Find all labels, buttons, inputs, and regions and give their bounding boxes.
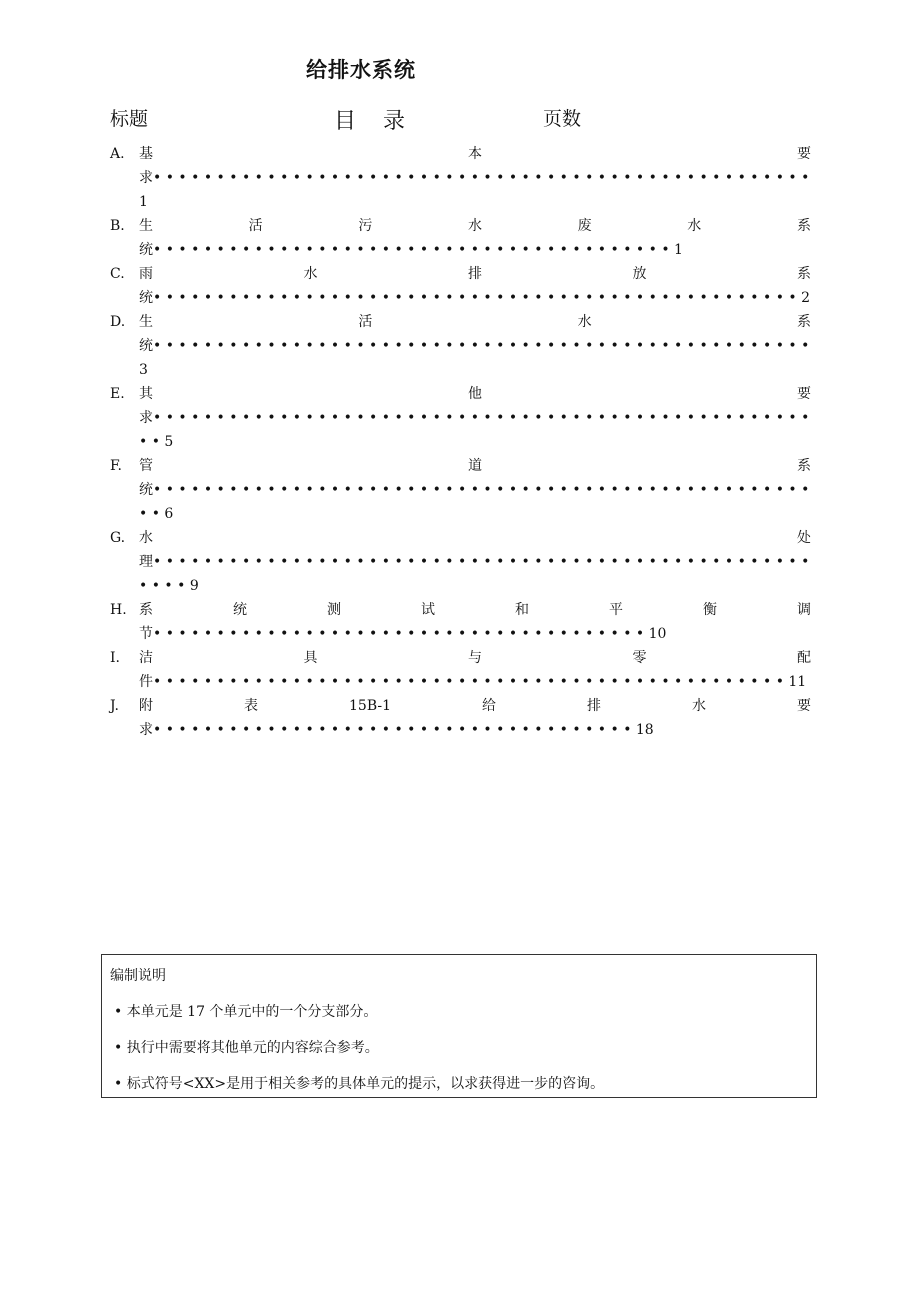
toc-entry-word: 系 <box>797 458 811 474</box>
toc-entry-leader: 统• • • • • • • • • • • • • • • • • • • • • • • • • • • • • • • • • • • • • • • • • • • • • • • • • • • • 3 <box>139 338 810 378</box>
toc-entry-word: 附 <box>139 698 153 714</box>
toc-entry-word: 活 <box>248 218 263 234</box>
toc-entry-word: 要 <box>797 386 811 402</box>
toc-entry-letter: J. <box>110 698 119 714</box>
toc-entry-word: 水 <box>139 530 153 546</box>
toc-entry-letter: I. <box>110 650 120 666</box>
toc-entry-leader: 统• • • • • • • • • • • • • • • • • • • • • • • • • • • • • • • • • • • • • • • • • • • • • • • • • • • 2 <box>139 290 811 306</box>
toc-entry-word: 零 <box>632 650 647 666</box>
toc-entry-word: 要 <box>797 146 811 162</box>
toc-entry-word: 洁 <box>139 650 153 666</box>
toc-entry-word: 处 <box>797 530 811 546</box>
toc-entry <box>110 382 811 454</box>
toc-entry-word: 调 <box>797 602 811 618</box>
notes-title: 编制说明 <box>110 968 166 984</box>
toc-entry-word: 生 <box>139 218 153 234</box>
page-title: 给排水系统 <box>306 58 416 82</box>
notes-box <box>101 954 817 1098</box>
toc-entry-letter: G. <box>110 530 126 546</box>
toc-entry-letter: E. <box>110 386 125 402</box>
note-item: • 标式符号<XX>是用于相关参考的具体单元的提示，以求获得进一步的咨询。 <box>114 1076 605 1092</box>
table-of-contents <box>110 142 811 742</box>
toc-entry-leader: 求• • • • • • • • • • • • • • • • • • • • • • • • • • • • • • • • • • • • • • 18 <box>139 722 654 738</box>
toc-entry-word: 基 <box>139 146 153 162</box>
toc-entry-leader: 统• • • • • • • • • • • • • • • • • • • • • • • • • • • • • • • • • • • • • • • • • • • • • • • • • • • • • • 6 <box>139 482 810 522</box>
toc-entry-word: 平 <box>609 602 623 618</box>
toc-entry-letter: A. <box>110 146 125 162</box>
toc-entry-word: 系 <box>796 218 811 234</box>
toc-entry-word: 和 <box>515 602 529 618</box>
toc-entry-letter: H. <box>110 602 127 618</box>
toc-entry-word: 本 <box>468 146 482 162</box>
toc-entry-word: 水 <box>692 698 706 714</box>
toc-entry <box>110 598 811 646</box>
toc-entry-word: 要 <box>797 698 811 714</box>
note-item: • 执行中需要将其他单元的内容综合参考。 <box>114 1040 379 1056</box>
toc-entry-leader: 求• • • • • • • • • • • • • • • • • • • • • • • • • • • • • • • • • • • • • • • • • • • • • • • • • • • • 1 <box>139 170 810 210</box>
toc-entry-word: 系 <box>797 266 811 282</box>
toc-entry-word: 表 <box>244 698 258 714</box>
toc-entry-word: 测 <box>327 602 341 618</box>
toc-entry-word: 生 <box>139 314 153 330</box>
toc-entry <box>110 310 811 382</box>
toc-entry-leader: 理• • • • • • • • • • • • • • • • • • • • • • • • • • • • • • • • • • • • • • • • • • • • • • • • • • • • • • • • 9 <box>139 554 810 594</box>
toc-entry-word: 试 <box>421 602 435 618</box>
toc-entry <box>110 214 811 262</box>
toc-entry-word: 放 <box>632 266 647 282</box>
toc-entry-word: 衡 <box>703 602 717 618</box>
toc-entry-leader: 求• • • • • • • • • • • • • • • • • • • • • • • • • • • • • • • • • • • • • • • • • • • • • • • • • • • • • • 5 <box>139 410 810 450</box>
toc-entry-word: 水 <box>687 218 702 234</box>
toc-entry-leader: 节• • • • • • • • • • • • • • • • • • • • • • • • • • • • • • • • • • • • • • • 10 <box>139 626 667 642</box>
toc-entry-letter: B. <box>110 218 125 234</box>
toc-entry <box>110 142 811 214</box>
toc-entry-word: 水 <box>467 218 482 234</box>
toc-entry-word: 活 <box>358 314 373 330</box>
toc-entry-word: 与 <box>468 650 482 666</box>
toc-entry-word: 管 <box>139 458 153 474</box>
toc-entry <box>110 694 811 742</box>
toc-entry-word: 具 <box>303 650 318 666</box>
toc-entry-letter: D. <box>110 314 126 330</box>
toc-entry-word: 其 <box>139 386 153 402</box>
toc-entry-word: 他 <box>468 386 482 402</box>
toc-entry-word: 水 <box>303 266 318 282</box>
column-header-pages: 页数 <box>543 108 582 130</box>
toc-entry <box>110 526 811 598</box>
toc-entry-letter: C. <box>110 266 125 282</box>
note-item: • 本单元是 17 个单元中的一个分支部分。 <box>114 1004 378 1020</box>
toc-entry-word: 雨 <box>139 266 153 282</box>
toc-entry-word: 给 <box>482 698 496 714</box>
toc-entry-word: 道 <box>468 458 482 474</box>
toc-entry-word: 排 <box>587 698 601 714</box>
toc-entry-word: 15B-1 <box>349 698 391 714</box>
column-header-title: 标题 <box>110 108 149 130</box>
toc-entry <box>110 646 811 694</box>
toc-entry-leader: 件• • • • • • • • • • • • • • • • • • • • • • • • • • • • • • • • • • • • • • • • • • • • • • • • • • 11 <box>139 674 807 690</box>
toc-entry-letter: F. <box>110 458 122 474</box>
toc-entry-word: 污 <box>358 218 373 234</box>
toc-entry-word: 系 <box>139 602 153 618</box>
toc-entry-word: 废 <box>577 218 592 234</box>
toc-entry-leader: 统• • • • • • • • • • • • • • • • • • • • • • • • • • • • • • • • • • • • • • • • • 1 <box>139 242 683 258</box>
toc-entry-word: 统 <box>233 602 247 618</box>
toc-entry <box>110 262 811 310</box>
toc-entry-word: 系 <box>796 314 811 330</box>
toc-entry-word: 排 <box>468 266 482 282</box>
toc-entry-word: 配 <box>797 650 811 666</box>
toc-entry-word: 水 <box>577 314 592 330</box>
toc-heading: 目 录 <box>334 109 415 134</box>
toc-entry <box>110 454 811 526</box>
